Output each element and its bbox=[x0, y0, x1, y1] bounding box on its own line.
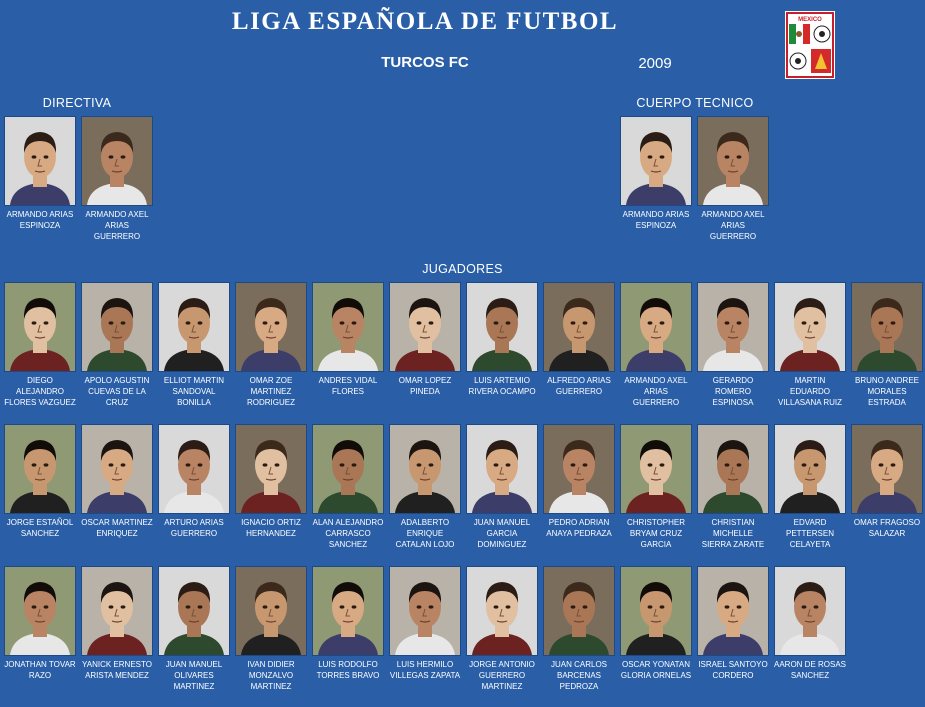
portrait-photo bbox=[312, 566, 384, 656]
person-name: EDVARD PETTERSEN CELAYETA bbox=[785, 518, 834, 549]
portrait-photo bbox=[389, 566, 461, 656]
section-jugadores: JUGADORES bbox=[422, 262, 503, 276]
jugador-card bbox=[158, 282, 230, 408]
person-name: JORGE ESTAÑOL SANCHEZ bbox=[6, 518, 74, 538]
person-name: LUIS RODOLFO TORRES BRAVO bbox=[316, 660, 380, 680]
portrait-photo bbox=[851, 424, 923, 514]
portrait-photo bbox=[851, 282, 923, 372]
jugador-card bbox=[543, 282, 615, 397]
mexico-shield-logo bbox=[785, 11, 835, 79]
person-name: OMAR FRAGOSO SALAZAR bbox=[853, 518, 921, 538]
portrait-photo bbox=[4, 116, 76, 206]
person-name: OMAR LOPEZ PINEDA bbox=[398, 376, 452, 396]
jugador-card bbox=[697, 424, 769, 550]
person-name: CHRISTOPHER BRYAM CRUZ GARCIA bbox=[626, 518, 686, 549]
portrait-photo bbox=[389, 282, 461, 372]
person-name: ARMANDO ARIAS ESPINOZA bbox=[622, 210, 690, 230]
person-name: LUIS ARTEMIO RIVERA OCAMPO bbox=[468, 376, 536, 396]
portrait-photo bbox=[81, 282, 153, 372]
portrait-photo bbox=[4, 424, 76, 514]
portrait-photo bbox=[697, 566, 769, 656]
jugador-card bbox=[312, 424, 384, 550]
person-name: ANDRES VIDAL FLORES bbox=[318, 376, 378, 396]
person-name: ALFREDO ARIAS GUERRERO bbox=[547, 376, 611, 396]
jugador-card bbox=[312, 566, 384, 681]
portrait-photo bbox=[158, 566, 230, 656]
person-name: YANICK ERNESTO ARISTA MENDEZ bbox=[82, 660, 152, 680]
shield-label: MEXICO bbox=[798, 17, 822, 23]
portrait-photo bbox=[235, 282, 307, 372]
person-name: PEDRO ADRIAN ANAYA PEDRAZA bbox=[546, 518, 612, 538]
person-name: OMAR ZOE MARTINEZ RODRIGUEZ bbox=[247, 376, 295, 407]
jugador-card bbox=[389, 282, 461, 397]
person-name: ALAN ALEJANDRO CARRASCO SANCHEZ bbox=[312, 518, 384, 549]
jugador-card bbox=[466, 566, 538, 692]
person-name: DIEGO ALEJANDRO FLORES VAZGUEZ bbox=[4, 376, 76, 407]
portrait-photo bbox=[158, 282, 230, 372]
person-name: AARON DE ROSAS SANCHEZ bbox=[774, 660, 847, 680]
portrait-photo bbox=[4, 566, 76, 656]
person-name: OSCAR YONATAN GLORIA ORNELAS bbox=[620, 660, 692, 680]
person-name: ARMANDO ARIAS ESPINOZA bbox=[6, 210, 74, 230]
person-name: LUIS HERMILO VILLEGAS ZAPATA bbox=[389, 660, 461, 680]
portrait-photo bbox=[543, 282, 615, 372]
section-cuerpo-tecnico: CUERPO TECNICO bbox=[636, 96, 754, 110]
jugador-card bbox=[851, 424, 923, 539]
person-name: ELLIOT MARTIN SANDOVAL BONILLA bbox=[163, 376, 225, 407]
portrait-photo bbox=[466, 566, 538, 656]
portrait-photo bbox=[620, 282, 692, 372]
person-name: JUAN MANUEL GARCIA DOMINGUEZ bbox=[473, 518, 531, 549]
portrait-photo bbox=[697, 116, 769, 206]
jugador-card bbox=[4, 566, 76, 681]
jugador-card bbox=[851, 282, 923, 408]
jugador-card bbox=[620, 566, 692, 681]
jugador-card bbox=[620, 282, 692, 408]
portrait-photo bbox=[389, 424, 461, 514]
portrait-photo bbox=[543, 566, 615, 656]
portrait-photo bbox=[620, 566, 692, 656]
person-name: JUAN CARLOS BARCENAS PEDROZA bbox=[550, 660, 607, 691]
person-name: ISRAEL SANTOYO CORDERO bbox=[698, 660, 768, 680]
portrait-photo bbox=[235, 424, 307, 514]
page-title: LIGA ESPAÑOLA DE FUTBOL bbox=[231, 8, 619, 35]
season-year: 2009 bbox=[638, 55, 672, 72]
jugador-card bbox=[774, 282, 846, 408]
jugador-card bbox=[158, 566, 230, 692]
jugador-card bbox=[620, 424, 692, 550]
jugador-card bbox=[697, 566, 769, 681]
person-name: APOLO AGUSTIN CUEVAS DE LA CRUZ bbox=[84, 376, 150, 407]
jugador-card bbox=[543, 566, 615, 692]
jugador-card bbox=[466, 424, 538, 550]
portrait-photo bbox=[4, 282, 76, 372]
cuerpo-tecnico-card bbox=[697, 116, 769, 242]
portrait-photo bbox=[774, 566, 846, 656]
jugador-card bbox=[774, 566, 846, 681]
person-name: BRUNO ANDREE MORALES ESTRADA bbox=[854, 376, 919, 407]
person-name: ARMANDO AXEL ARIAS GUERRERO bbox=[624, 376, 688, 407]
person-name: GERARDO ROMERO ESPINOSA bbox=[712, 376, 754, 407]
person-name: CHRISTIAN MICHELLE SIERRA ZARATE bbox=[701, 518, 765, 549]
person-name: JORGE ANTONIO GUERRERO MARTINEZ bbox=[469, 660, 535, 691]
jugador-card bbox=[81, 566, 153, 681]
jugador-card bbox=[774, 424, 846, 550]
person-name: IVAN DIDIER MONZALVO MARTINEZ bbox=[247, 660, 295, 691]
person-name: MARTIN EDUARDO VILLASANA RUIZ bbox=[777, 376, 843, 407]
portrait-photo bbox=[697, 424, 769, 514]
portrait-photo bbox=[620, 424, 692, 514]
jugador-card bbox=[697, 282, 769, 408]
person-name: IGNACIO ORTIZ HERNANDEZ bbox=[241, 518, 301, 538]
jugador-card bbox=[389, 566, 461, 681]
person-name: OSCAR MARTINEZ ENRIQUEZ bbox=[81, 518, 153, 538]
jugador-card bbox=[312, 282, 384, 397]
person-name: ARMANDO AXEL ARIAS GUERRERO bbox=[85, 210, 149, 241]
portrait-photo bbox=[81, 116, 153, 206]
jugador-card bbox=[543, 424, 615, 539]
portrait-photo bbox=[543, 424, 615, 514]
portrait-photo bbox=[158, 424, 230, 514]
portrait-photo bbox=[81, 566, 153, 656]
jugador-card bbox=[4, 282, 76, 408]
portrait-photo bbox=[312, 424, 384, 514]
team-name: TURCOS FC bbox=[381, 54, 469, 71]
jugador-card bbox=[81, 282, 153, 408]
portrait-photo bbox=[466, 424, 538, 514]
portrait-photo bbox=[466, 282, 538, 372]
jugador-card bbox=[466, 282, 538, 397]
directiva-card bbox=[81, 116, 153, 242]
section-directiva: DIRECTIVA bbox=[42, 96, 112, 110]
portrait-photo bbox=[774, 424, 846, 514]
directiva-card bbox=[4, 116, 76, 231]
jugador-card bbox=[235, 424, 307, 539]
person-name: ADALBERTO ENRIQUE CATALAN LOJO bbox=[395, 518, 455, 549]
portrait-photo bbox=[312, 282, 384, 372]
jugador-card bbox=[389, 424, 461, 550]
jugador-card bbox=[158, 424, 230, 539]
person-name: ARTURO ARIAS GUERRERO bbox=[164, 518, 224, 538]
jugador-card bbox=[235, 566, 307, 692]
jugador-card bbox=[235, 282, 307, 408]
person-name: JUAN MANUEL OLIVARES MARTINEZ bbox=[165, 660, 223, 691]
cuerpo-tecnico-card bbox=[620, 116, 692, 231]
portrait-photo bbox=[697, 282, 769, 372]
portrait-photo bbox=[235, 566, 307, 656]
person-name: JONATHAN TOVAR RAZO bbox=[4, 660, 76, 680]
jugador-card bbox=[4, 424, 76, 539]
jugador-card bbox=[81, 424, 153, 539]
person-name: ARMANDO AXEL ARIAS GUERRERO bbox=[701, 210, 765, 241]
portrait-photo bbox=[774, 282, 846, 372]
portrait-photo bbox=[81, 424, 153, 514]
portrait-photo bbox=[620, 116, 692, 206]
